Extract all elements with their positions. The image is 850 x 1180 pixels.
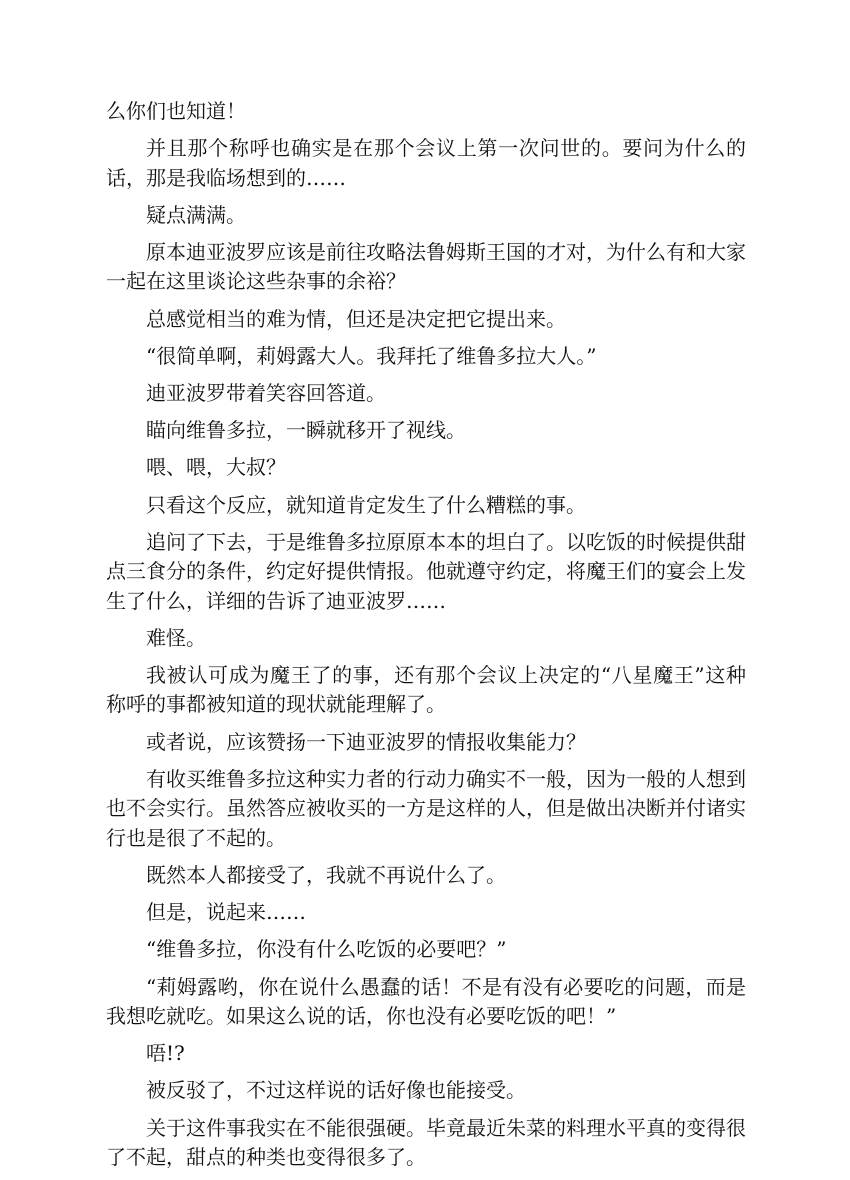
- paragraph: 被反驳了，不过这样说的话好像也能接受。: [146, 1078, 526, 1103]
- paragraph: 原本迪亚波罗应该是前往攻略法鲁姆斯王国的才对，为什么有和大家一起在这里谈论这些杂事的余裕？: [106, 240, 746, 294]
- paragraph: “很简单啊，莉姆露大人。我拜托了维鲁多拉大人。”: [146, 343, 597, 368]
- paragraph: 只看这个反应，就知道肯定发生了什么糟糕的事。: [146, 492, 586, 517]
- paragraph: 但是，说起来……: [146, 900, 306, 925]
- paragraph: 瞄向维鲁多拉，一瞬就移开了视线。: [146, 418, 466, 443]
- paragraph: 疑点满满。: [146, 202, 246, 227]
- body-text: [106, 97, 746, 1180]
- paragraph: 迪亚波罗带着笑容回答道。: [146, 381, 386, 406]
- paragraph: 我被认可成为魔王了的事，还有那个会议上决定的“八星魔王”这种称呼的事都被知道的现状就能理解了。: [106, 663, 746, 717]
- paragraph: “莉姆露哟，你在说什么愚蠢的话！不是有没有必要吃的问题，而是我想吃就吃。如果这么说的话，你也没有必要吃饭的吧！”: [106, 974, 746, 1028]
- paragraph: 有收买维鲁多拉这种实力者的行动力确实不一般，因为一般的人想到也不会实行。虽然答应被收买的一方是这样的人，但是做出决断并付诸实行也是很了不起的。: [106, 766, 746, 850]
- paragraph: 或者说，应该赞扬一下迪亚波罗的情报收集能力？: [146, 729, 586, 754]
- paragraph-continuation: 么你们也知道！: [106, 99, 246, 123]
- paragraph: 追问了下去，于是维鲁多拉原原本本的坦白了。以吃饭的时候提供甜点三食分的条件，约定好提供情报。他就遵守约定，将魔王们的宴会上发生了什么，详细的告诉了迪亚波罗……: [106, 529, 746, 613]
- paragraph: 关于这件事我实在不能很强硬。毕竟最近朱菜的料理水平真的变得很了不起，甜点的种类也变得很多了。: [106, 1115, 746, 1169]
- paragraph: 喂、喂，大叔？: [146, 455, 286, 480]
- paragraph: 难怪。: [146, 625, 206, 650]
- paragraph: 总感觉相当的难为情，但还是决定把它提出来。: [146, 306, 566, 331]
- paragraph: “维鲁多拉，你没有什么吃饭的必要吧？”: [146, 937, 507, 962]
- paragraph: 唔!?: [146, 1041, 185, 1066]
- paragraph: 并且那个称呼也确实是在那个会议上第一次问世的。要问为什么的话，那是我临场想到的……: [106, 136, 746, 190]
- paragraph: 既然本人都接受了，我就不再说什么了。: [146, 862, 506, 887]
